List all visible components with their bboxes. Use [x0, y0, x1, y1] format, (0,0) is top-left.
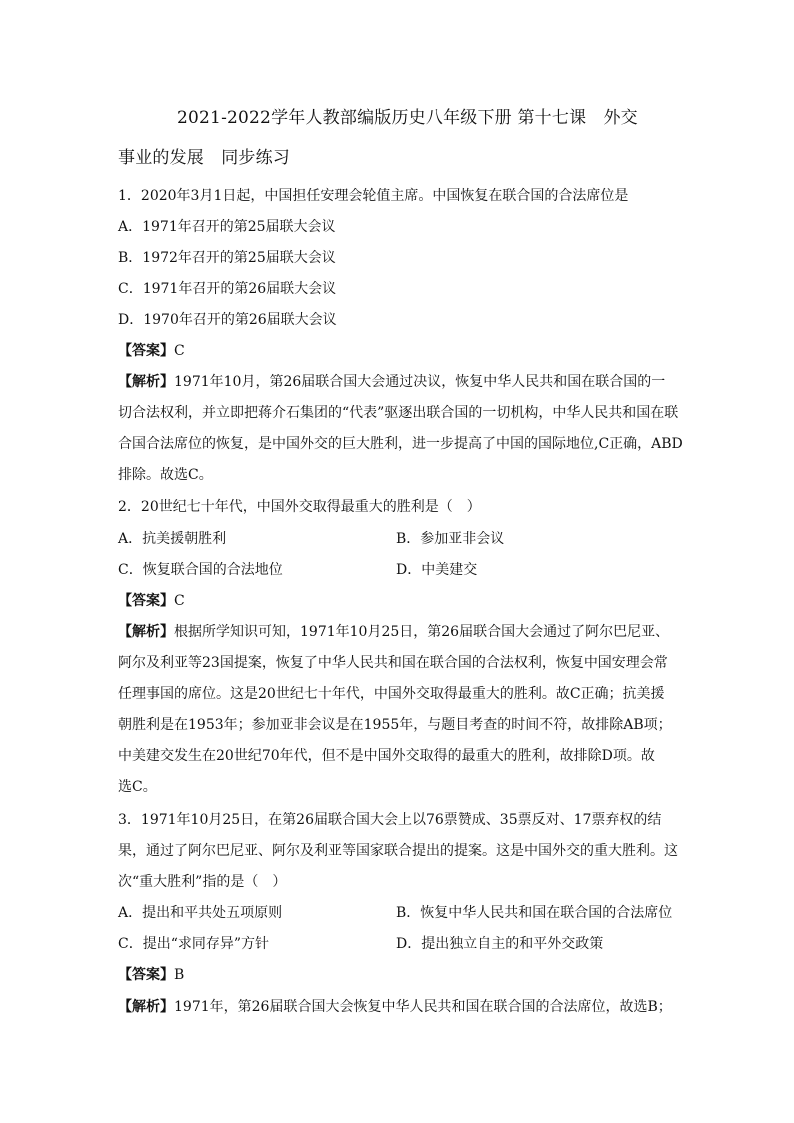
q2-stem: 2．20世纪七十年代，中国外交取得最重大的胜利是（ ）: [118, 499, 481, 515]
q1-analysis-line1: [118, 375, 678, 389]
q2-option-c: C．恢复联合国的合法地位: [118, 562, 283, 578]
q1-analysis-line2: 切合法权利，并立即把蒋介石集团的“代表”驱逐出联合国的一切机构，中华人民共和国在联: [118, 405, 679, 421]
doc-title-line1: 2021-2022学年人教部编版历史八年级下册 第十七课 外交: [177, 108, 638, 128]
analysis-text: 1971年10月，第26届联合国大会通过决议，恢复中华人民共和国在联合国的一: [174, 374, 666, 390]
q3-answer: [118, 968, 678, 982]
q3-option-a: A．提出和平共处五项原则: [118, 905, 283, 921]
analysis-label: 【解析】: [118, 999, 174, 1015]
q2-analysis-line5: 中美建交发生在20世纪70年代，但不是中国外交取得的最重大的胜利，故排除D项。故: [118, 748, 655, 764]
q1-stem: 1．2020年3月1日起，中国担任安理会轮值主席。中国恢复在联合国的合法席位是: [118, 188, 629, 204]
answer-label: 【答案】: [118, 343, 174, 359]
q2-analysis-line1: [118, 625, 678, 639]
answer-value: B: [174, 967, 185, 983]
q1-analysis-line3: 合国合法席位的恢复，是中国外交的巨大胜利，进一步提高了中国的国际地位,C正确，ABD: [118, 436, 683, 452]
q1-option-c: C．1971年召开的第26届联大会议: [118, 281, 337, 297]
q2-answer: [118, 594, 678, 608]
q3-stem-line2: 果，通过了阿尔巴尼亚、阿尔及利亚等国家联合提出的提案。这是中国外交的重大胜利。这: [118, 843, 678, 859]
q2-analysis-line4: 朝胜利是在1953年；参加亚非会议是在1955年，与题目考查的时间不符，故排除AB项；: [118, 717, 672, 733]
answer-label: 【答案】: [118, 967, 174, 983]
q2-option-d: D．中美建交: [396, 562, 478, 578]
analysis-text: 1971年，第26届联合国大会恢复中华人民共和国在联合国的合法席位，故选B；: [174, 999, 672, 1015]
q1-option-d: D．1970年召开的第26届联大会议: [118, 312, 337, 328]
q2-option-b: B．参加亚非会议: [396, 531, 505, 547]
q2-option-a: A．抗美援朝胜利: [118, 531, 227, 547]
answer-value: C: [174, 593, 185, 609]
q3-option-b: B．恢复中华人民共和国在联合国的合法席位: [396, 905, 673, 921]
answer-label: 【答案】: [118, 593, 174, 609]
q3-stem-line1: 3．1971年10月25日，在第26届联合国大会上以76票赞成、35票反对、17票弃权的结: [118, 812, 662, 828]
q1-answer: [118, 344, 678, 358]
q2-analysis-line2: 阿尔及利亚等23国提案，恢复了中华人民共和国在联合国的合法权利，恢复中国安理会常: [118, 655, 668, 671]
doc-title-line2: 事业的发展 同步练习: [118, 148, 290, 168]
q2-analysis-line3: 任理事国的席位。这是20世纪七十年代，中国外交取得最重大的胜利。故C正确；抗美援: [118, 686, 665, 702]
q3-option-c: C．提出“求同存异”方针: [118, 936, 270, 952]
q3-analysis-line1: [118, 1000, 678, 1014]
analysis-label: 【解析】: [118, 624, 174, 640]
answer-value: C: [174, 343, 185, 359]
q1-option-b: B．1972年召开的第25届联大会议: [118, 250, 336, 266]
q1-analysis-line4: 排除。故选C。: [118, 467, 213, 483]
analysis-label: 【解析】: [118, 374, 174, 390]
q1-option-a: A．1971年召开的第25届联大会议: [118, 219, 336, 235]
q3-option-d: D．提出独立自主的和平外交政策: [396, 936, 604, 952]
analysis-text: 根据所学知识可知，1971年10月25日，第26届联合国大会通过了阿尔巴尼亚、: [174, 624, 670, 640]
q2-analysis-line6: 选C。: [118, 779, 157, 795]
q3-stem-line3: 次“重大胜利”指的是（ ）: [118, 874, 287, 890]
